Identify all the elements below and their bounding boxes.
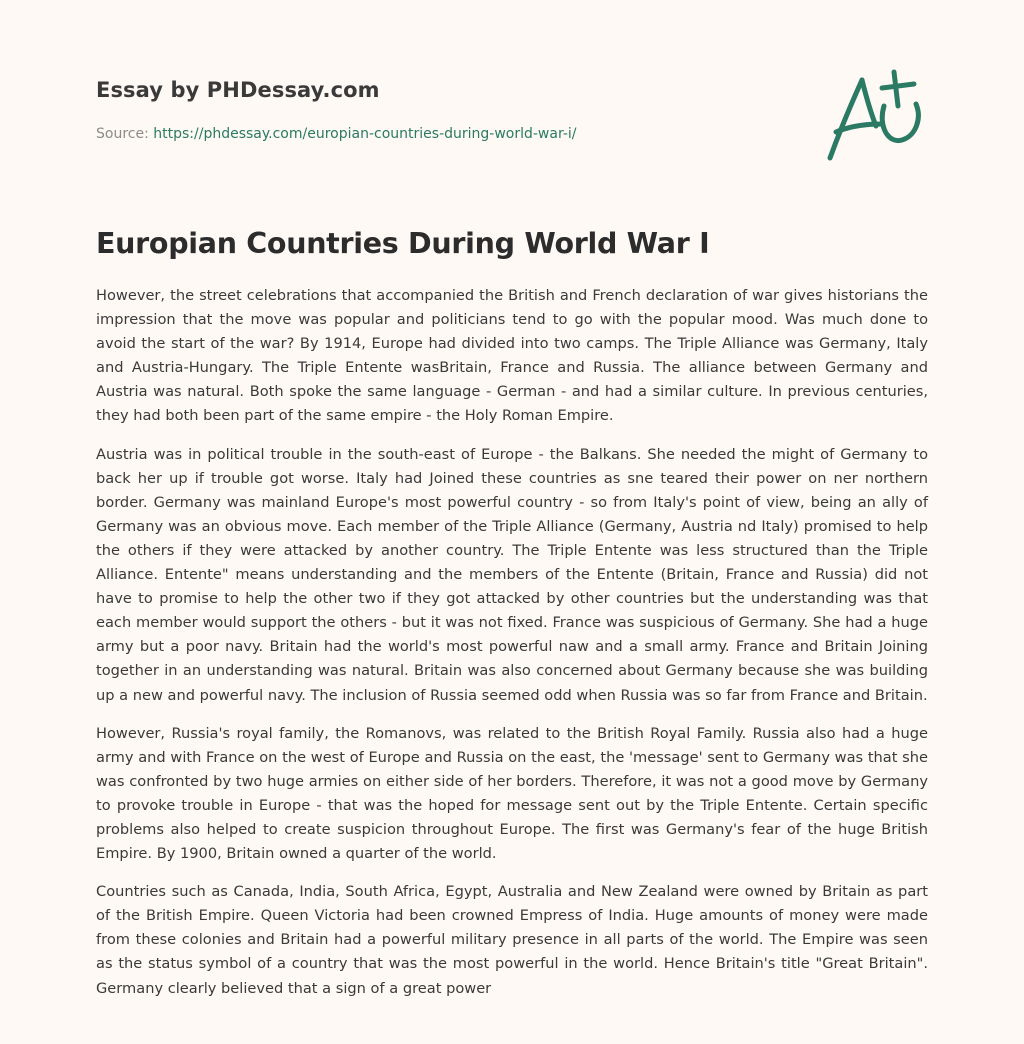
essay-body — [96, 284, 928, 1015]
essay-title: Europian Countries During World War I — [96, 227, 710, 260]
paragraph: Austria was in political trouble in the south-east of Europe - the Balkans. She needed the might of Germany to back her up if trouble got worse. Italy had Joined these countries as sne teared their power on ner northern border. Germany was mainland Europe's most powerful country - so from Italy's point of view, being an ally of Germany was an obvious move. Each member of the Triple Alliance (Germany, Austria nd Italy) promised to help the others if they were attacked by another country. The Triple Entente was less structured than the Triple Alliance. Entente" means understanding and the members of the Entente (Britain, France and Russia) did not have to promise to help the other two if they got attacked by other countries but the understanding was that each member would support the others - but it was not fixed. France was suspicious of Germany. She had a huge army but a poor navy. Britain had the world's most powerful naw and a small army. France and Britain Joining together in an understanding was natural. Britain was also concerned about Germany because she was building up a new and powerful navy. The inclusion of Russia seemed odd when Russia was so far from France and Britain. — [96, 445, 928, 704]
paragraph: However, Russia's royal family, the Romanovs, was related to the British Royal Family. Russia also had a huge army and with France on the west of Europe and Russia on the east, the 'message' sent to Germany was that she was confronted by two huge armies on either side of her borders. Therefore, it was not a good move by Germany to provoke trouble in Europe - that was the hoped for message sent out by the Triple Entente. Certain specific problems also helped to create suspicion throughout Europe. The first was Germany's fear of the huge British Empire. By 1900, Britain owned a quarter of the world. — [96, 724, 928, 863]
essay-header — [96, 76, 796, 144]
site-brand: Essay by PHDessay.com — [96, 78, 380, 102]
paragraph: Countries such as Canada, India, South Africa, Egypt, Australia and New Zealand were owned by Britain as part of the British Empire. Queen Victoria had been crowned Empress of India. Huge amounts of money were made from these colonies and Britain had a powerful military presence in all parts of the world. The Empire was seen as the status symbol of a country that was the most powerful in the world. Hence Britain's title "Great Britain". Germany clearly believed that a sign of a great power — [96, 883, 928, 997]
a-plus-logo-graphic — [818, 66, 930, 166]
source-label: Source: — [96, 126, 154, 142]
source-link[interactable]: https://phdessay.com/europian-countries-during-world-war-i/ — [153, 126, 577, 142]
paragraph: However, the street celebrations that accompanied the British and French declaration of war gives historians the impression that the move was popular and politicians tend to go with the popular mood. Was much done to avoid the start of the war? By 1914, Europe had divided into two camps. The Triple Alliance was Germany, Italy and Austria-Hungary. The Triple Entente wasBritain, France and Russia. The alliance between Germany and Austria was natural. Both spoke the same language - German - and had a similar culture. In previous centuries, they had both been part of the same empire - the Holy Roman Empire. — [96, 287, 928, 425]
a-plus-grade-logo — [818, 66, 930, 166]
source-line — [96, 124, 796, 144]
